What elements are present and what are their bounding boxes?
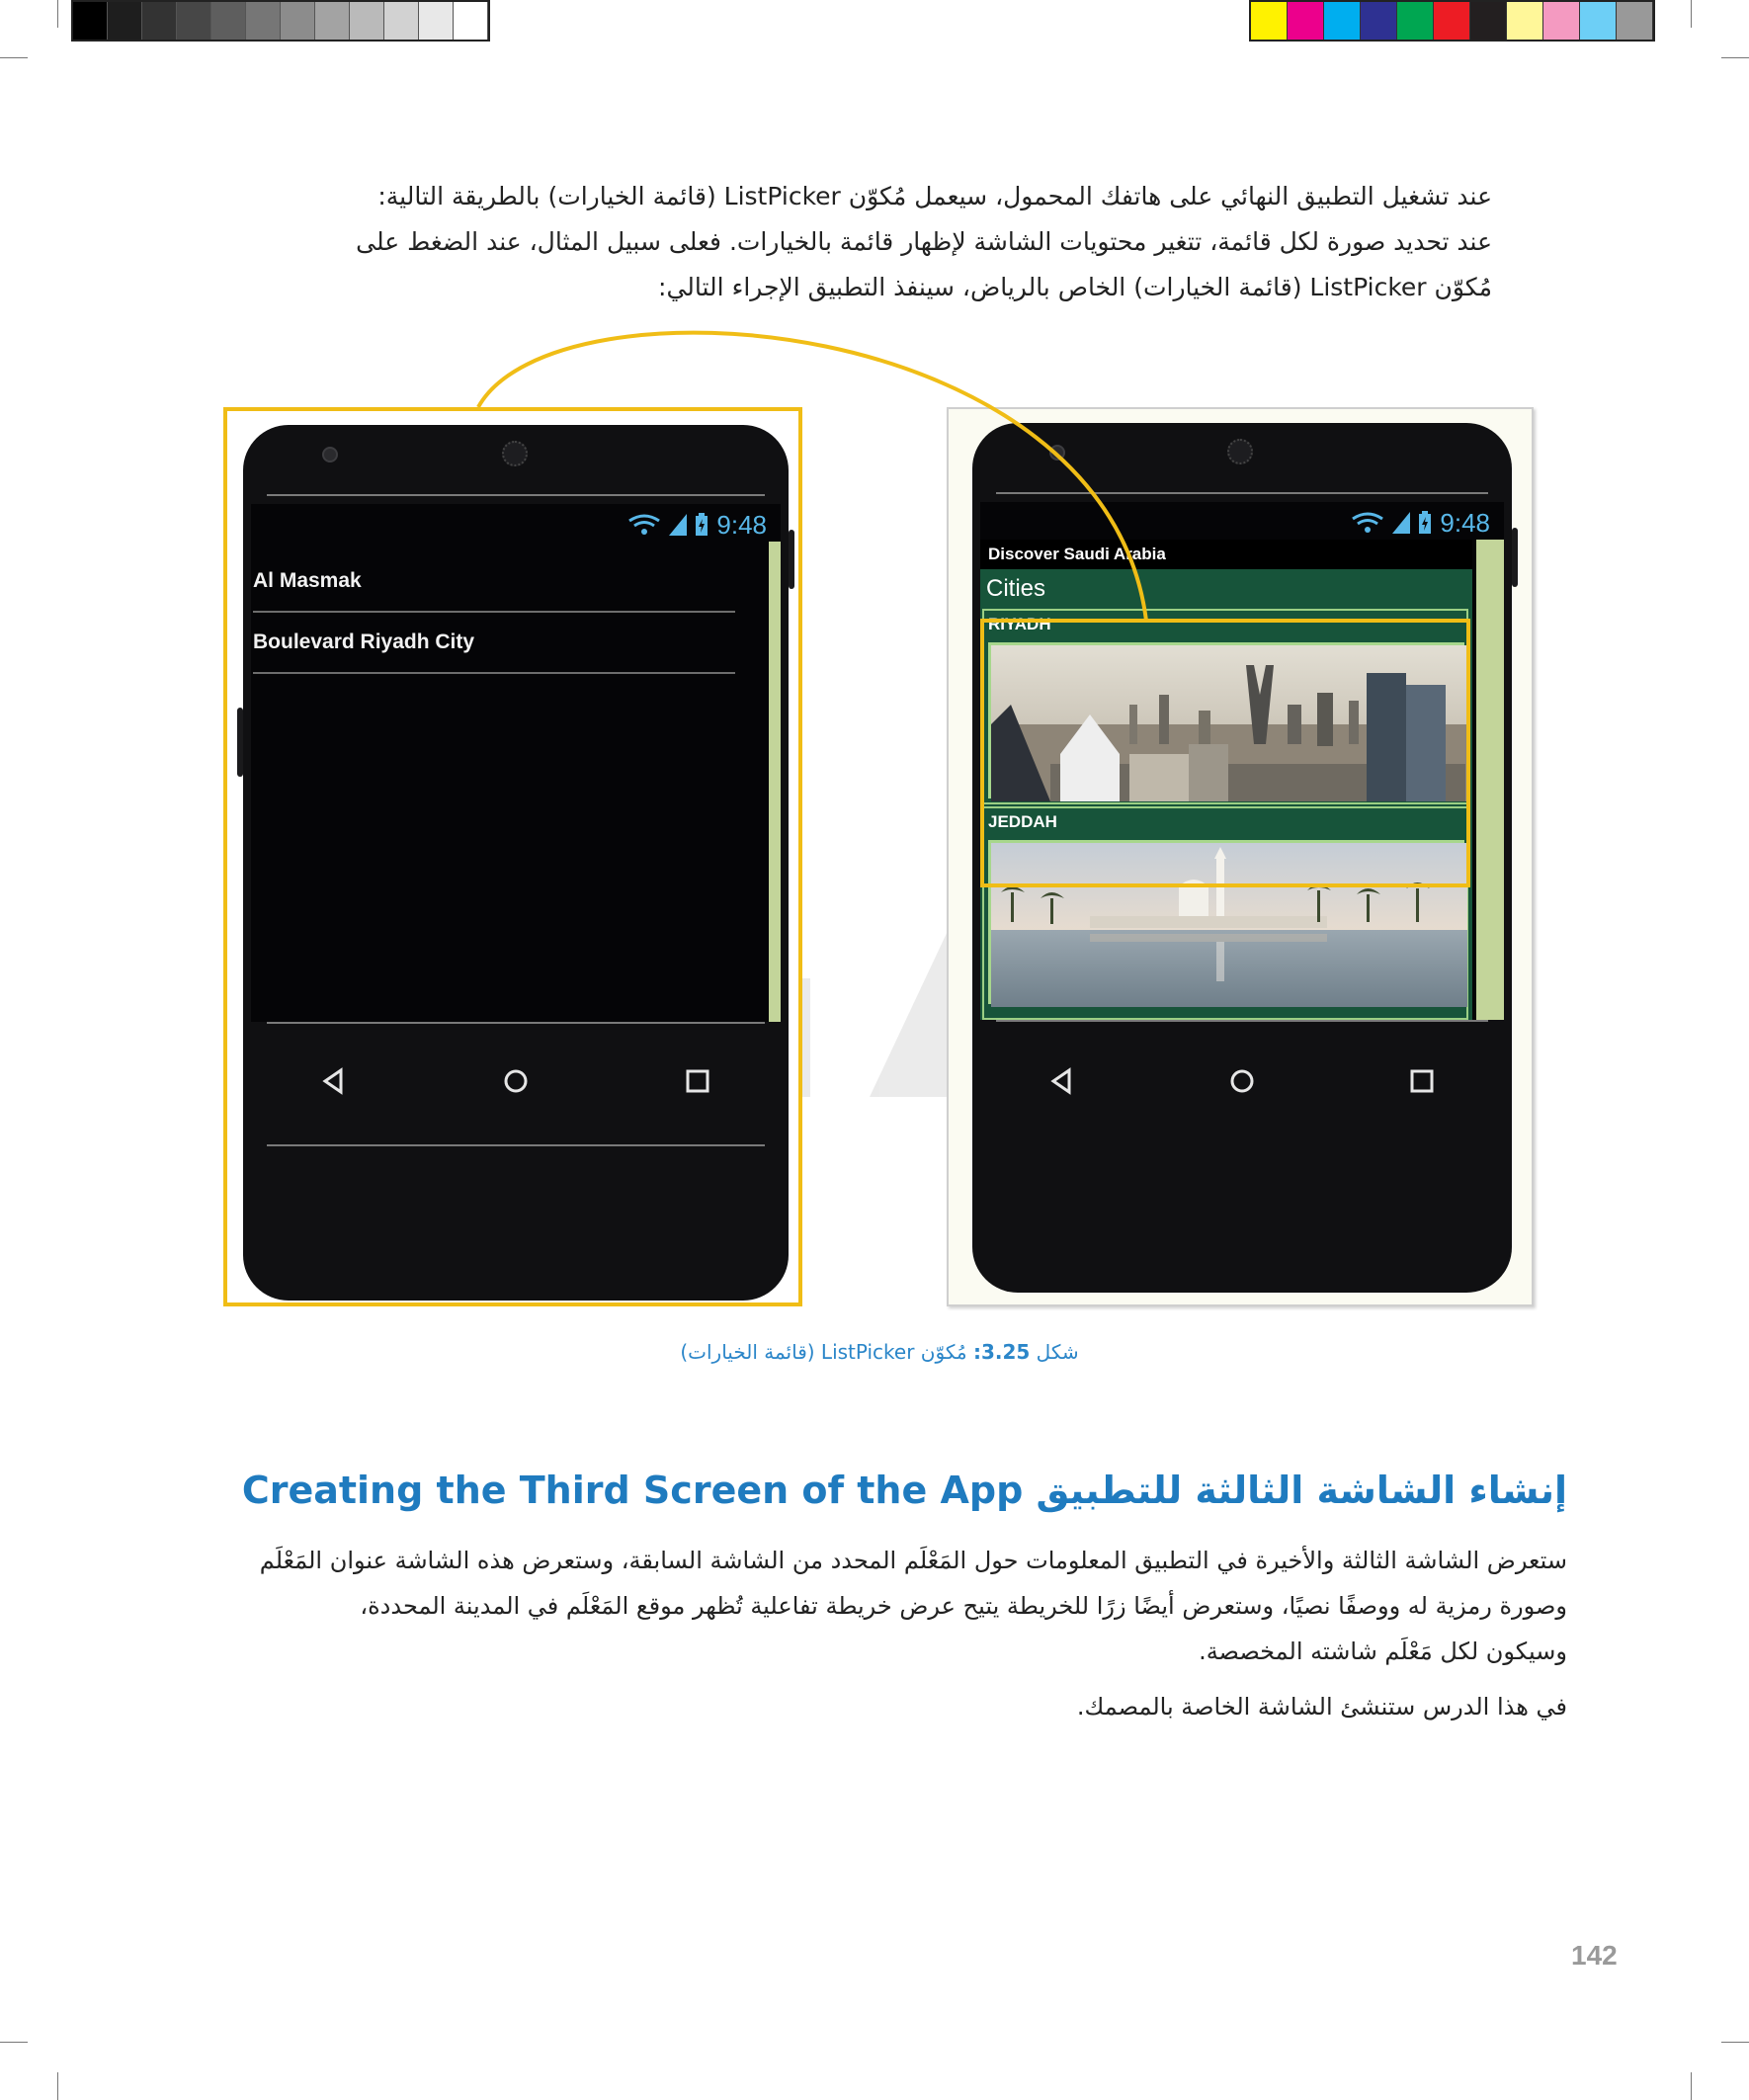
right-phone-screen xyxy=(980,502,1504,1020)
caption-number: 3.25: xyxy=(972,1340,1031,1364)
list-divider xyxy=(253,672,735,674)
scrollbar[interactable] xyxy=(1476,540,1504,1020)
body-line-4: في هذا الدرس ستنشئ الشاشة الخاصة بالمصمك. xyxy=(1076,1693,1567,1721)
city-label-riyadh: RIYADH xyxy=(988,615,1051,633)
body-line-1: ستعرض الشاشة الثالثة والأخيرة في التطبيق المعلومات حول المَعْلَم المحدد من الشاشة السابقة، وستعرض هذه الشاشة عنوان المَعْلَم xyxy=(259,1547,1567,1574)
recents-icon[interactable] xyxy=(1407,1066,1437,1096)
wifi-icon xyxy=(627,514,661,536)
crop-mark xyxy=(1721,2042,1749,2043)
earpiece-icon xyxy=(1227,439,1253,464)
intro-line-1: عند تشغيل التطبيق النهائي على هاتفك المحمول، سيعمل مُكوّن ListPicker (قائمة الخيارات) بالطريقة التالية: xyxy=(377,182,1492,210)
jeddah-mosque-image[interactable] xyxy=(988,840,1464,1004)
crop-mark xyxy=(0,2042,28,2043)
nav-bar xyxy=(243,1059,789,1103)
figure-3-25 xyxy=(217,399,1541,1324)
gray-scale-bar xyxy=(71,0,490,42)
crop-mark xyxy=(57,2072,58,2100)
nav-bar xyxy=(972,1059,1512,1103)
battery-icon xyxy=(695,513,708,537)
phone-side-button xyxy=(1512,528,1518,587)
cities-heading: Cities xyxy=(986,575,1046,602)
highlight-frame-left xyxy=(223,407,802,1306)
page-number: 142 xyxy=(1571,1940,1618,1971)
list-item-al-masmak[interactable]: Al Masmak xyxy=(253,569,362,592)
bottom-bezel-line xyxy=(996,1020,1488,1022)
caption-label: شكل xyxy=(1036,1340,1079,1364)
crop-mark xyxy=(57,0,58,28)
phone-side-button xyxy=(789,530,794,589)
front-camera-icon xyxy=(1049,445,1065,461)
signal-icon xyxy=(669,514,687,536)
list-item-boulevard[interactable]: Boulevard Riyadh City xyxy=(253,630,475,653)
intro-line-3: مُكوّن ListPicker (قائمة الخيارات) الخاص بالرياض، سينفذ التطبيق الإجراء التالي: xyxy=(658,273,1492,301)
app-title-bar: Discover Saudi Arabia xyxy=(980,540,1472,569)
left-phone xyxy=(243,425,789,1301)
left-phone-screen xyxy=(251,504,781,1022)
crop-mark xyxy=(1721,57,1749,58)
app-content xyxy=(980,569,1472,1020)
body-line-3: وسيكون لكل مَعْلَم شاشته المخصصة. xyxy=(1199,1638,1567,1665)
listpicker-jeddah[interactable] xyxy=(982,806,1468,1020)
status-time: 9:48 xyxy=(1440,507,1490,538)
wifi-icon xyxy=(1351,512,1384,534)
front-camera-icon xyxy=(322,447,338,462)
body-line-2: وصورة رمزية له ووصفًا نصيًا، وستعرض أيضًا زرًا للخريطة يتيح عرض خريطة تفاعلية تُظهر موقع المَعْلَم في المدينة المحددة، xyxy=(360,1592,1567,1620)
intro-line-2: عند تحديد صورة لكل قائمة، تتغير محتويات الشاشة لإظهار قائمة بالخيارات. فعلى سبيل المثال، عند الضغط على xyxy=(356,227,1492,256)
riyadh-skyline-graphic xyxy=(991,645,1467,801)
color-patch-bar xyxy=(1249,0,1655,42)
city-label-jeddah: JEDDAH xyxy=(988,812,1057,831)
earpiece-icon xyxy=(502,441,528,466)
figure-caption xyxy=(593,1340,1166,1364)
battery-icon xyxy=(1418,511,1432,535)
crop-mark xyxy=(1691,2072,1692,2100)
intro-paragraph xyxy=(257,174,1492,310)
figure-frame-right xyxy=(947,407,1534,1306)
top-bezel-line xyxy=(996,492,1488,494)
home-icon[interactable] xyxy=(1227,1066,1257,1096)
top-bezel-line xyxy=(267,494,765,496)
caption-text: مُكوّن ListPicker (قائمة الخيارات) xyxy=(680,1340,967,1364)
scrollbar[interactable] xyxy=(769,542,781,1022)
status-bar xyxy=(627,510,767,540)
listpicker-riyadh[interactable] xyxy=(982,609,1468,804)
home-icon[interactable] xyxy=(501,1066,531,1096)
crop-mark xyxy=(0,57,28,58)
bottom-bezel-line xyxy=(267,1144,765,1146)
back-icon[interactable] xyxy=(319,1066,349,1096)
jeddah-mosque-graphic xyxy=(991,843,1467,1007)
crop-mark xyxy=(1691,0,1692,28)
riyadh-skyline-image[interactable] xyxy=(988,642,1464,798)
status-time: 9:48 xyxy=(716,509,767,540)
right-phone xyxy=(972,423,1512,1293)
back-icon[interactable] xyxy=(1047,1066,1077,1096)
section-heading: إنشاء الشاشة الثالثة للتطبيق Creating the Third Screen of the App xyxy=(241,1469,1567,1512)
recents-icon[interactable] xyxy=(683,1066,712,1096)
body-paragraph xyxy=(198,1538,1567,1729)
status-bar xyxy=(1351,508,1490,538)
signal-icon xyxy=(1392,512,1410,534)
bottom-bezel-line xyxy=(267,1022,765,1024)
